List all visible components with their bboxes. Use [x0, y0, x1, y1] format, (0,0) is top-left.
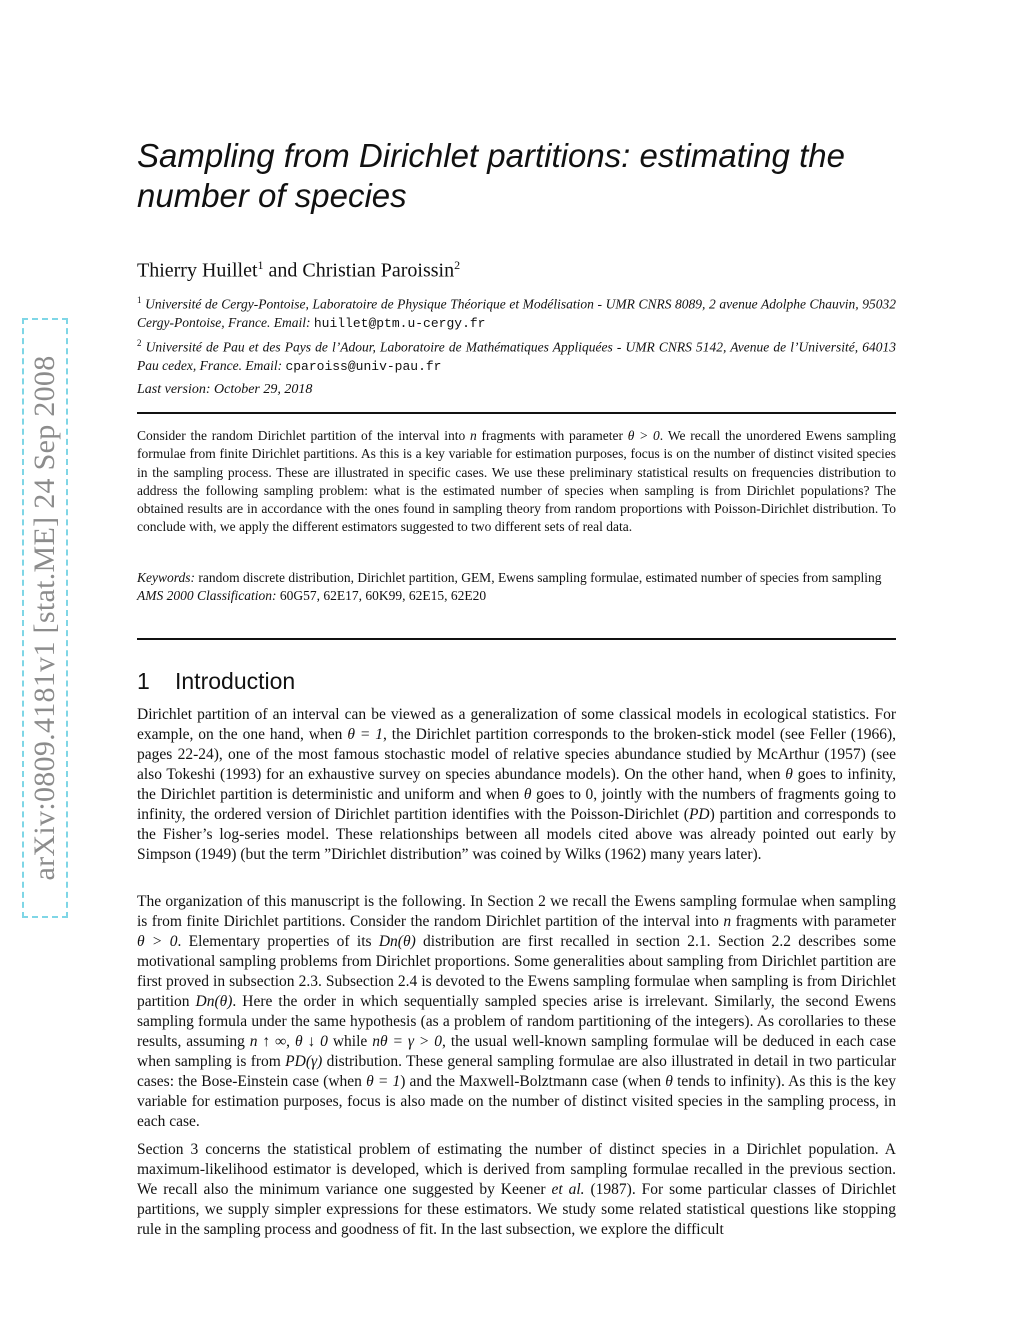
abstract-text: fragments with parameter	[476, 428, 628, 443]
keywords-text: random discrete distribution, Dirichlet partition, GEM, Ewens sampling formulae, estimated number of species from sampling	[195, 570, 882, 585]
affiliations	[137, 291, 896, 376]
author-paroissin: Christian Paroissin	[302, 259, 455, 282]
math-theta: θ	[523, 786, 532, 803]
arxiv-identifier: arXiv:0809.4181v1 [stat.ME] 24 Sep 2008	[28, 355, 61, 881]
paragraph-text: ,	[286, 1033, 295, 1050]
section-title: Introduction	[175, 668, 296, 694]
abstract	[137, 427, 896, 537]
math-n-limit: n ↑ ∞	[249, 1033, 287, 1050]
paragraph-text: fragments with parameter	[731, 913, 896, 930]
paragraph-text: Dirichlet partition of an interval can be viewed as a generalization of some classical models in ecological statistics. For example, on the one hand, when	[137, 706, 896, 743]
section-ref: 2.1	[687, 933, 707, 950]
paragraph-text: goes to	[531, 786, 586, 803]
ams-codes: 60G57, 62E17, 60K99, 62E15, 62E20	[276, 588, 487, 604]
affiliation-mark: 1	[137, 295, 142, 305]
math-theta-positive: θ > 0	[137, 933, 178, 950]
author-line	[137, 252, 896, 284]
email-link[interactable]: cparoiss@univ-pau.fr	[285, 358, 442, 374]
top-rule	[137, 412, 896, 414]
section-ref: 2	[538, 893, 546, 910]
section-ref: 2.3	[298, 973, 318, 990]
paragraph-text: . Here the order in which sequentially sampled species arise is irrelevant. Similarly, the second Ewens sampling formula under the same hypothesis (as a problem of random partitioning of the integers). As corollaries to these results, assuming	[137, 993, 896, 1050]
math-theta: θ	[785, 766, 793, 783]
paragraph-text: , the Dirichlet partition corresponds to the broken-stick model (see Feller (1966), pages 22-24), one of the most famous stochastic model of relative species abundance studied by McArthur (1957) (see also Tokeshi (1993) for an exhaustive survey on species abundance models). On the other hand, when	[137, 726, 896, 783]
ams-label: AMS 2000 Classification:	[137, 588, 277, 604]
math-n-theta-gamma: nθ = γ > 0	[372, 1033, 443, 1050]
math-n: n	[470, 428, 477, 443]
paragraph-text: . Section 2.2 describes some motivational sampling problems from Dirichlet proportions. Some generalities about sampling from Dirichlet partition are first proved in subsection	[137, 933, 897, 990]
math-theta: θ	[665, 1073, 673, 1090]
math-dn-theta: Dn(θ)	[195, 993, 233, 1010]
paragraph-text: . Elementary properties of its	[177, 933, 379, 950]
math-dn-theta: Dn(θ)	[378, 933, 416, 950]
section-heading	[137, 668, 295, 695]
keywords-label: Keywords:	[137, 570, 195, 585]
paper-title: Sampling from Dirichlet partitions: estimating the number of species	[137, 137, 845, 214]
math-theta-one: θ = 1	[366, 1073, 401, 1090]
section-ref: 2.4	[397, 973, 418, 990]
paragraph-text: tends to infinity). As this is the key variable for estimation purposes, focus is also made on the number of distinct visited species in the sampling process, in each case.	[137, 1073, 897, 1130]
paragraph-text: Section 3 concerns the statistical problem of estimating the number of distinct species in a Dirichlet population. A maximum-likelihood estimator is developed, which is derived from sampling formulae recalled in the previous section. We recall also the minimum variance one suggested by Keener	[137, 1141, 896, 1198]
keywords-block	[137, 569, 896, 606]
paragraph-text: distribution. These general sampling formulae are also illustrated in detail in two particular cases: the Bose-Einstein case (when	[137, 1053, 896, 1090]
author-joiner: and	[263, 259, 303, 282]
bottom-rule	[137, 638, 896, 640]
paragraph-text: , jointly with the numbers of fragments going to infinity, the ordered version of Dirichlet partition identifies with the Poisson-Dirichlet (	[137, 786, 896, 823]
abstract-text: . We recall the unordered Ewens sampling formulae from finite Dirichlet partitions. As this is a key variable for estimation purposes, focus is on the number of distinct visited species in the sampling process. These are illustrated in specific cases. We use these preliminary statistical results on frequencies distribution to address the following sampling problem: what is the estimated number of species when sampling is from Dirichlet populations? The obtained results are in accordance with the ones found in sampling theory from random proportions with Poisson-Dirichlet distribution. To conclude with, we apply the different estimators suggested to two different sets of real data.	[137, 428, 897, 535]
math-zero: 0	[585, 786, 594, 803]
affiliation-1	[137, 291, 896, 334]
paragraph-text: . Subsection	[317, 973, 398, 990]
paragraph-text: while	[327, 1033, 373, 1050]
intro-paragraph-2	[137, 892, 896, 1132]
math-n: n	[723, 913, 732, 930]
paragraph-text: distribution are first recalled in section	[415, 933, 688, 950]
paragraph-text: ) partition and corresponds to the Fisher’s log-series model. These relationships between all models cited above was already pointed out early by Simpson (1949) (but the term ”Dirichlet distribution” was coined by Wilks (1962) many years later).	[137, 806, 897, 863]
abstract-text: Consider the random Dirichlet partition of the interval into	[137, 428, 470, 443]
math-pd: PD	[688, 806, 710, 823]
paragraph-text: (1987). For some particular classes of Dirichlet partitions, we supply simpler expressions for these estimators. We study some related statistical questions like stopping rule in the sampling process and goodness of fit. In the last subsection, we explore the difficult	[137, 1181, 897, 1238]
author-mark: 2	[454, 258, 461, 272]
version-date: Last version: October 29, 2018	[137, 382, 313, 397]
paragraph-text: we recall the Ewens sampling formulae when sampling is from finite Dirichlet partitions. Consider the random Dirichlet partition of the interval into	[137, 893, 896, 930]
paragraph-text: is devoted to the Ewens sampling formulae when sampling is from Dirichlet partition	[137, 973, 896, 1010]
section-number: 1	[137, 668, 150, 694]
affiliation-mark: 2	[137, 337, 142, 348]
paragraph-text: The organization of this manuscript is the following. In Section	[137, 893, 539, 910]
math-theta-positive: θ > 0	[627, 428, 660, 443]
paragraph-text: goes to infinity, the Dirichlet partition is deterministic and uniform and when	[137, 766, 896, 803]
affiliation-text: Université de Pau et des Pays de l’Adour, Laboratoire de Mathématiques Appliquées - UMR CNRS 5142, Avenue de l’Université, 64013 Pau cedex, France. Email:	[137, 339, 896, 373]
intro-paragraph-1	[137, 705, 896, 865]
math-pd-gamma: PD(γ)	[285, 1053, 323, 1070]
math-theta-limit: θ ↓ 0	[294, 1033, 328, 1050]
et-al: et al.	[551, 1181, 585, 1198]
email-link[interactable]: huillet@ptm.u-cergy.fr	[313, 316, 486, 331]
paragraph-text: , the usual well-known sampling formulae will be deduced in each case when sampling is from	[137, 1033, 897, 1070]
author-huillet: Thierry Huillet	[137, 259, 258, 282]
affiliation-2	[137, 334, 896, 377]
arxiv-stamp	[22, 318, 68, 918]
intro-paragraph-3	[137, 1140, 896, 1240]
author-mark: 1	[257, 258, 264, 272]
affiliation-text: Université de Cergy-Pontoise, Laboratoire de Physique Théorique et Modélisation - UMR CNRS 8089, 2 avenue Adolphe Chauvin, 95032 Cergy-Pontoise, France. Email:	[137, 296, 897, 330]
math-theta-one: θ = 1	[347, 726, 383, 743]
paragraph-text: ) and the Maxwell-Bolztmann case (when	[400, 1073, 666, 1090]
